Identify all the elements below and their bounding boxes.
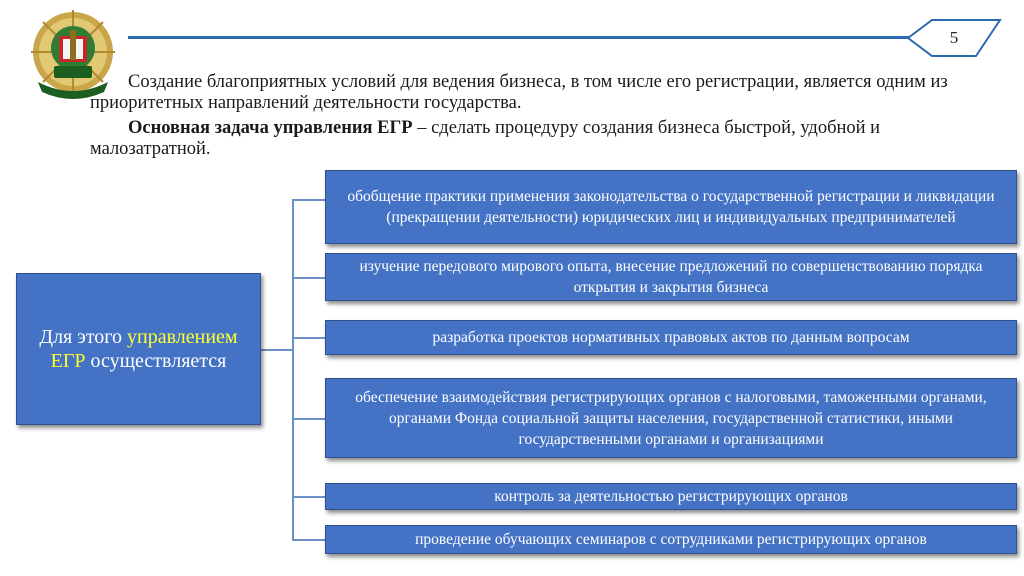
main-box-suffix: осуществляется [85,350,227,372]
connector-trunk [292,199,294,539]
main-task-text: – сделать процедуру создания бизнеса быстрой, удобной и малозатратной. [90,118,881,159]
header-divider [128,36,910,39]
connector-main [261,349,293,351]
main-box [16,273,261,425]
task-box-4: обеспечение взаимодействия регистрирующих органов с налоговыми, таможенными органами, органами Фонда социальной защиты населения, государственной статистики, иными государственными органами и организациями [325,378,1017,458]
connector-branch [292,199,325,201]
main-box-highlight: управлением ЕГР [50,326,238,372]
connector-branch [292,496,325,498]
connector-branch [292,418,325,420]
intro-paragraph-2 [90,118,1000,160]
page-number-badge [906,18,1002,58]
connector-branch [292,539,325,541]
page-number: 5 [949,28,959,47]
task-box-3: разработка проектов нормативных правовых актов по данным вопросам [325,320,1017,355]
task-box-1: обобщение практики применения законодательства о государственной регистрации и ликвидации (прекращении деятельности) юридических лиц и индивидуальных предпринимателей [325,170,1017,244]
task-box-6: проведение обучающих семинаров с сотрудниками регистрирующих органов [325,525,1017,554]
connector-branch [292,337,325,339]
main-box-prefix: Для этого [39,326,128,348]
intro-paragraph-1: Создание благоприятных условий для ведения бизнеса, в том числе его регистрации, является одним из приоритетных направлений деятельности государства. [90,72,948,113]
task-box-2: изучение передового мирового опыта, внесение предложений по совершенствованию порядка открытия и закрытия бизнеса [325,253,1017,301]
main-task-label: Основная задача управления ЕГР [128,118,413,138]
task-box-5: контроль за деятельностью регистрирующих органов [325,483,1017,510]
connector-branch [292,277,325,279]
